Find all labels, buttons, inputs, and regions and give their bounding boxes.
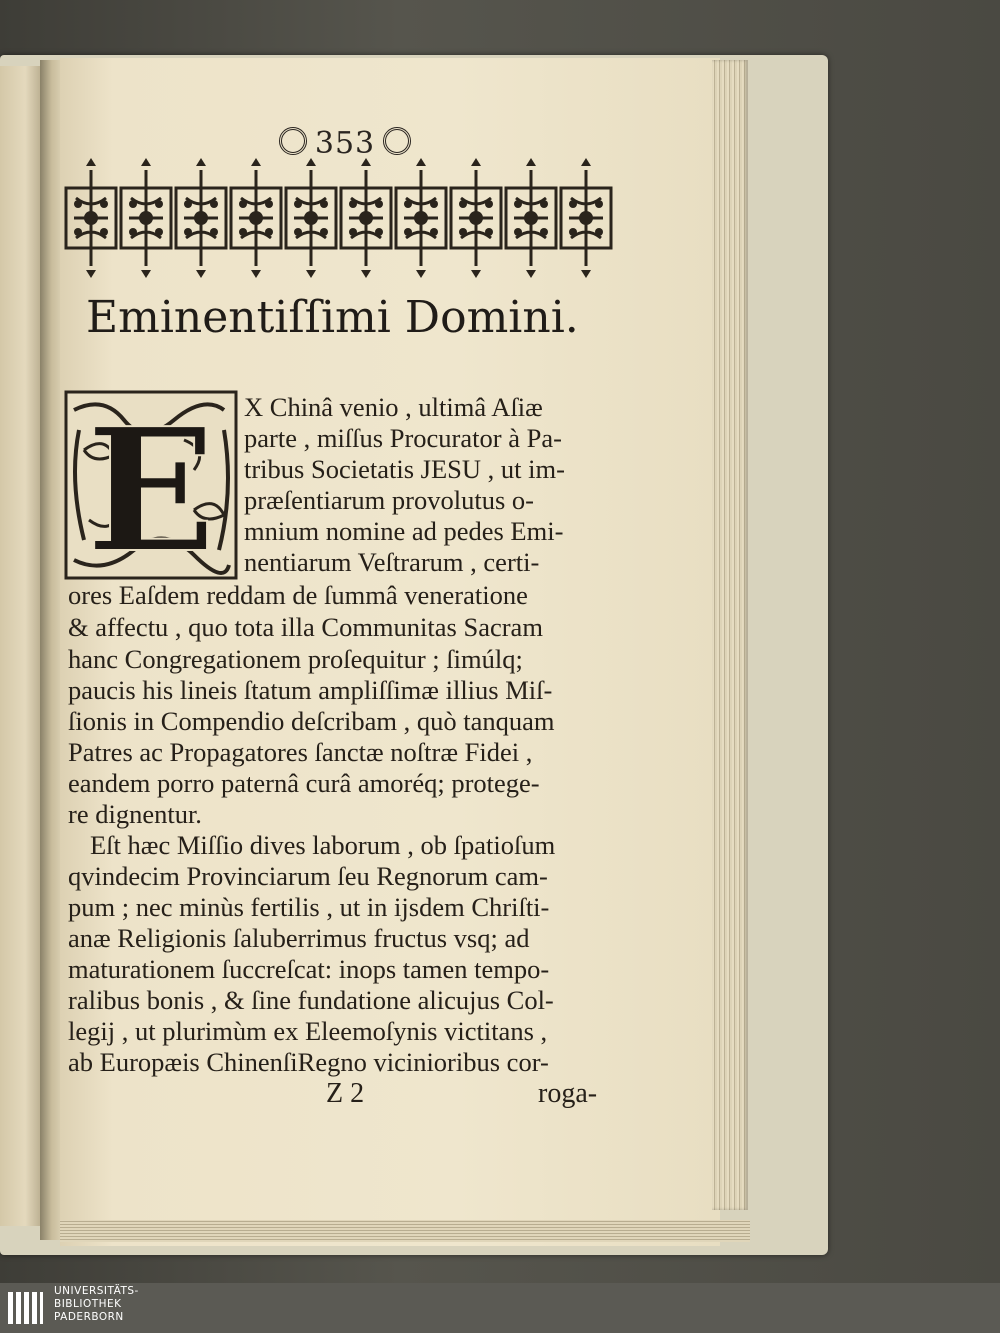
text-line: Eſt hæc Miſſio dives laborum , ob ſpatioſum — [90, 830, 556, 860]
page-number-header — [270, 126, 420, 161]
text-line: ab Europæis ChinenſiRegno vicinioribus cor- — [68, 1047, 549, 1077]
page-heading: Eminentiſſimi Domini. — [86, 292, 579, 343]
rosette-ornament-icon — [279, 127, 307, 155]
initial-letter: E — [86, 391, 216, 580]
text-line: ſionis in Compendio deſcribam , quò tanquam — [68, 706, 555, 736]
library-name — [54, 1285, 139, 1324]
library-name-line: BIBLIOTHEK — [54, 1298, 122, 1310]
signature-mark: Z 2 — [326, 1078, 365, 1109]
page-edges-bottom — [60, 1220, 750, 1242]
text-line: anæ Religionis ſaluberrimus fructus vsq; ad — [68, 923, 530, 953]
left-page-edge — [0, 66, 42, 1226]
text-line: paucis his lineis ſtatum ampliſſimæ illius Miſ- — [68, 675, 553, 705]
text-line: eandem porro paternâ curâ amoréq; protege- — [68, 768, 540, 798]
page-number: 353 — [314, 126, 376, 161]
decorated-initial-e — [64, 390, 238, 580]
library-name-line: UNIVERSITÄTS- — [54, 1285, 139, 1297]
text-line: nentiarum Veſtrarum , certi- — [244, 547, 540, 577]
text-line: mnium nomine ad pedes Emi- — [244, 516, 564, 546]
catchword: roga- — [538, 1078, 598, 1109]
text-line: ores Eaſdem reddam de ſummâ veneratione — [68, 580, 528, 610]
text-line: præſentiarum provolutus o- — [244, 485, 534, 515]
library-name-line: PADERBORN — [54, 1311, 124, 1323]
rosette-ornament-icon — [383, 127, 411, 155]
text-line: maturationem ſuccreſcat: inops tamen tempo- — [68, 954, 550, 984]
text-line: legij , ut plurimùm ex Eleemoſynis victitans , — [68, 1016, 548, 1046]
text-line: qvindecim Provinciarum ſeu Regnorum cam- — [68, 861, 548, 891]
text-line: X Chinâ venio , ultimâ Aſiæ — [244, 392, 543, 422]
text-line: tribus Societatis JESU , ut im- — [244, 454, 565, 484]
text-line: pum ; nec minùs fertilis , ut in ijsdem Chriſti- — [68, 892, 550, 922]
headpiece-ornament — [64, 158, 616, 278]
text-line: & affectu , quo tota illa Communitas Sacram — [68, 612, 543, 642]
text-line: parte , miſſus Procurator à Pa- — [244, 423, 562, 453]
page-edges-right — [712, 60, 748, 1210]
library-footer — [0, 1283, 1000, 1333]
text-line: Patres ac Propagatores ſanctæ noſtræ Fidei , — [68, 737, 533, 767]
text-line: re dignentur. — [68, 799, 202, 829]
text-line: hanc Congregationem proſequitur ; ſimúlq; — [68, 644, 523, 674]
library-logo-icon — [6, 1288, 46, 1328]
text-line: ralibus bonis , & ſine fundatione alicujus Col- — [68, 985, 554, 1015]
